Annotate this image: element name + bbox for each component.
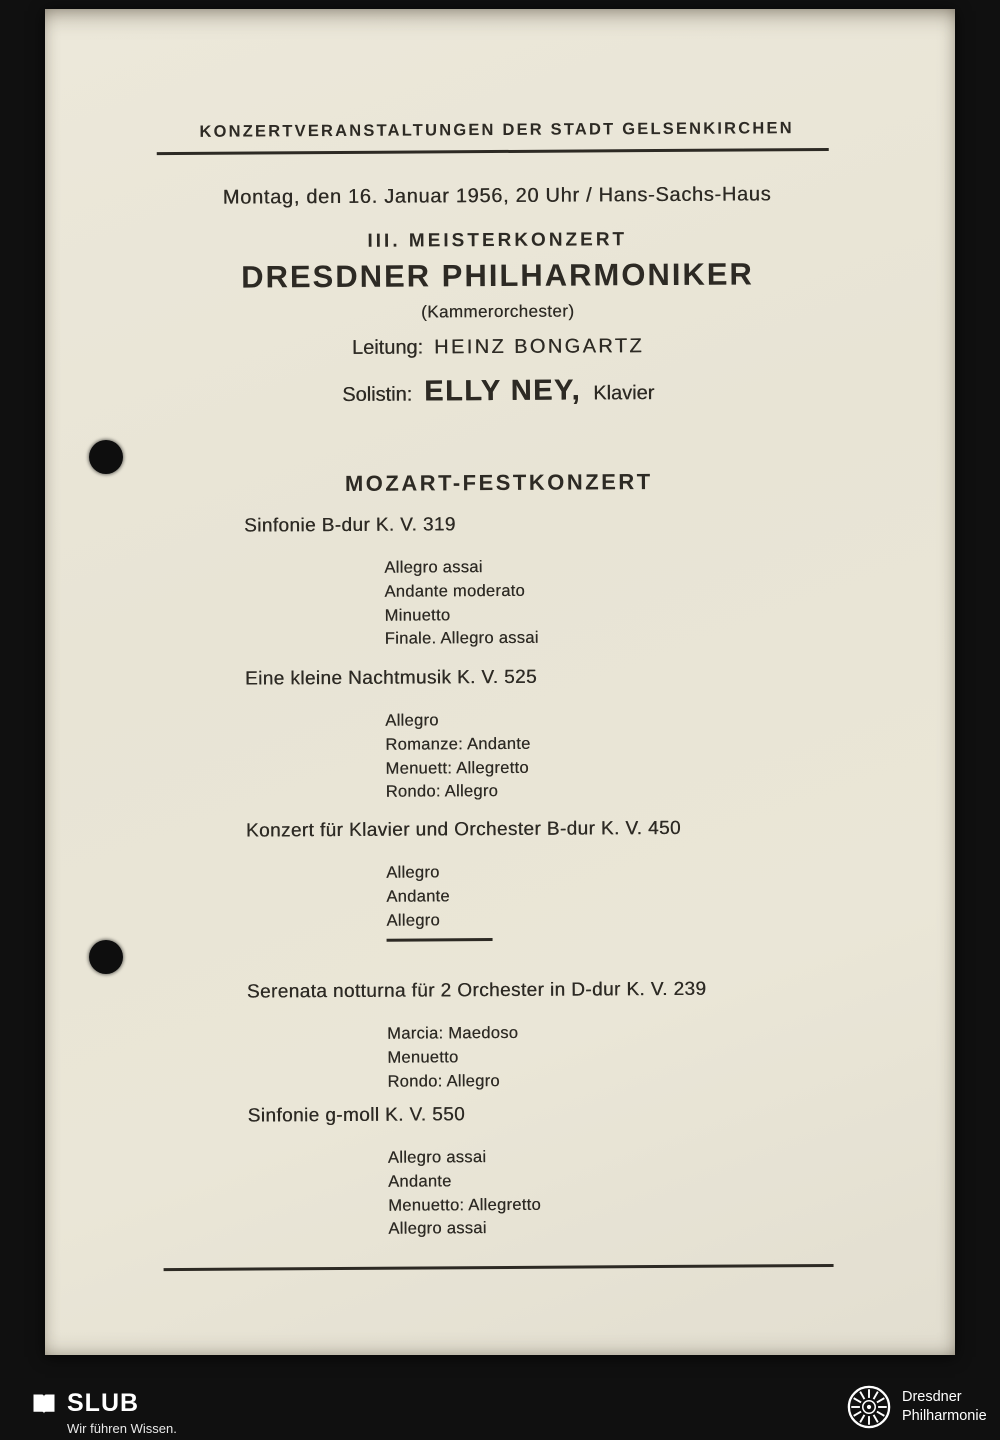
program-content	[41, 6, 959, 1358]
slub-tagline: Wir führen Wissen.	[67, 1421, 177, 1436]
movement-line: Menuetto	[387, 1048, 459, 1067]
movement-line: Allegro	[386, 910, 440, 930]
movement-line: Rondo: Allegro	[385, 782, 499, 802]
movement-line: Andante	[387, 1172, 452, 1191]
work-title: Serenata notturna für 2 Orchester in D-dur K. V. 239	[246, 978, 707, 1003]
work-title: Eine kleine Nachtmusik K. V. 525	[244, 666, 538, 690]
work-title: Sinfonie g-moll K. V. 550	[247, 1104, 466, 1127]
soloist-name: ELLY NEY,	[424, 374, 582, 408]
series-title: III. MEISTERKONZERT	[367, 229, 628, 252]
slub-logo-text: SLUB	[67, 1389, 140, 1417]
philharmonie-line-1: Dresdner	[902, 1389, 962, 1405]
work-item-5	[248, 1101, 909, 1243]
scanned-program-page	[45, 9, 955, 1355]
movement-line: Rondo: Allegro	[387, 1071, 500, 1091]
concert-title: MOZART-FESTKONZERT	[344, 469, 653, 496]
header-rule	[157, 148, 829, 155]
movement-line: Andante	[386, 887, 450, 906]
movement-line: Allegro	[386, 863, 440, 882]
work-title: Konzert für Klavier und Orchester B-dur K. V. 450	[245, 817, 681, 842]
movement-line: Romanze: Andante	[385, 734, 531, 754]
soloist-label: Solistin:	[342, 383, 413, 406]
slub-book-icon	[30, 1390, 58, 1423]
work-item-1	[244, 511, 905, 653]
movement-line: Allegro assai	[388, 1219, 487, 1239]
section-divider	[387, 938, 493, 941]
conductor-line	[43, 333, 953, 362]
conductor-label: Leitung:	[351, 336, 424, 359]
movement-line: Allegro	[385, 711, 439, 730]
event-details: Montag, den 16. Januar 1956, 20 Uhr / Hans-Sachs-Haus	[222, 183, 772, 209]
footer-rule	[164, 1264, 834, 1271]
movement-line: Finale. Allegro assai	[384, 629, 539, 649]
work-title: Sinfonie B-dur K. V. 319	[243, 514, 456, 537]
movement-line: Andante moderato	[384, 581, 526, 601]
conductor-name: HEINZ BONGARTZ	[434, 335, 645, 359]
philharmonie-line-2: Philharmonie	[902, 1407, 987, 1424]
viewer-footer	[0, 1356, 1000, 1440]
philharmonie-emblem-icon	[846, 1384, 892, 1435]
movement-line: Menuett: Allegretto	[385, 758, 529, 778]
movement-line: Allegro assai	[387, 1148, 487, 1167]
work-item-4	[247, 977, 908, 1095]
movement-line: Marcia: Maedoso	[387, 1023, 519, 1043]
movement-line: Menuetto: Allegretto	[388, 1195, 542, 1215]
ensemble-name: DRESDNER PHILHARMONIKER	[241, 256, 754, 295]
soloist-instrument: Klavier	[593, 382, 655, 405]
ensemble-note: (Kammerorchester)	[421, 301, 575, 322]
movement-line: Minuetto	[384, 605, 451, 625]
work-item-2	[245, 664, 906, 806]
organizer-header: KONZERTVERANSTALTUNGEN DER STADT GELSENKIRCHEN	[199, 119, 794, 141]
work-item-3	[246, 816, 907, 934]
soloist-line	[43, 372, 953, 411]
philharmonie-logo-text	[902, 1388, 987, 1425]
movement-line: Allegro assai	[384, 558, 483, 577]
